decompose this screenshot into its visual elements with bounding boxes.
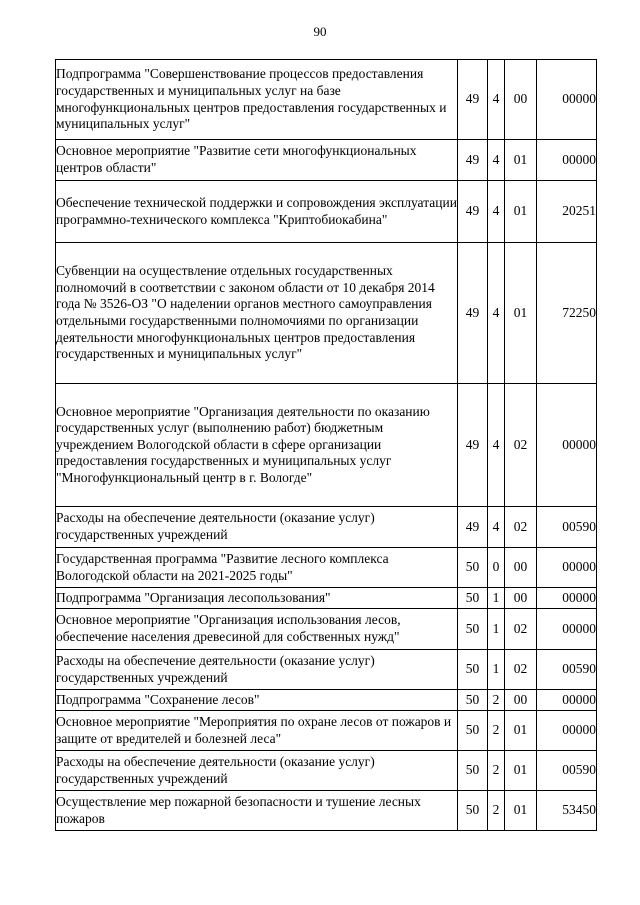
expense-code: 00590 bbox=[537, 751, 597, 791]
subprogram-code: 1 bbox=[488, 650, 505, 690]
row-name: Основное мероприятие "Развитие сети многофункциональных центров области" bbox=[56, 140, 458, 181]
activity-code: 02 bbox=[505, 507, 537, 548]
subprogram-code: 2 bbox=[488, 791, 505, 831]
program-code: 50 bbox=[458, 609, 488, 650]
subprogram-code: 4 bbox=[488, 243, 505, 384]
activity-code: 00 bbox=[505, 60, 537, 140]
row-name: Осуществление мер пожарной безопасности и тушение лесных пожаров bbox=[56, 791, 458, 831]
table-row bbox=[56, 588, 597, 609]
program-code: 49 bbox=[458, 384, 488, 507]
table-row bbox=[56, 791, 597, 831]
program-code: 50 bbox=[458, 588, 488, 609]
subprogram-code: 0 bbox=[488, 548, 505, 588]
row-name: Подпрограмма "Совершенствование процессов предоставления государственных и муниципальных услуг на базе многофункциональных центров предоставления государственных и муниципальных услуг" bbox=[56, 60, 458, 140]
subprogram-code: 4 bbox=[488, 60, 505, 140]
row-name: Основное мероприятие "Организация деятельности по оказанию государственных услуг (выполнению работ) бюджетным учреждением Вологодской области в сфере организации предоставления государственных и муниципальных услуг "Многофункциональный центр в г. Вологде" bbox=[56, 384, 458, 507]
expense-code: 00000 bbox=[537, 690, 597, 711]
table-row bbox=[56, 140, 597, 181]
row-name: Основное мероприятие "Мероприятия по охране лесов от пожаров и защите от вредителей и болезней леса" bbox=[56, 711, 458, 751]
program-code: 49 bbox=[458, 181, 488, 243]
row-name: Подпрограмма "Сохранение лесов" bbox=[56, 690, 458, 711]
expense-code: 00000 bbox=[537, 588, 597, 609]
activity-code: 00 bbox=[505, 548, 537, 588]
expense-code: 00000 bbox=[537, 711, 597, 751]
table-row bbox=[56, 609, 597, 650]
activity-code: 01 bbox=[505, 751, 537, 791]
program-code: 50 bbox=[458, 690, 488, 711]
table-row bbox=[56, 243, 597, 384]
table-row bbox=[56, 650, 597, 690]
row-name: Расходы на обеспечение деятельности (оказание услуг) государственных учреждений bbox=[56, 507, 458, 548]
activity-code: 01 bbox=[505, 243, 537, 384]
program-code: 49 bbox=[458, 507, 488, 548]
expense-code: 20251 bbox=[537, 181, 597, 243]
subprogram-code: 2 bbox=[488, 751, 505, 791]
row-name: Основное мероприятие "Организация использования лесов, обеспечение населения древесиной для собственных нужд" bbox=[56, 609, 458, 650]
budget-classification-table bbox=[55, 59, 597, 831]
row-name: Подпрограмма "Организация лесопользования" bbox=[56, 588, 458, 609]
activity-code: 00 bbox=[505, 690, 537, 711]
program-code: 49 bbox=[458, 140, 488, 181]
table-row bbox=[56, 751, 597, 791]
table-row bbox=[56, 181, 597, 243]
subprogram-code: 4 bbox=[488, 507, 505, 548]
expense-code: 00590 bbox=[537, 507, 597, 548]
program-code: 50 bbox=[458, 548, 488, 588]
activity-code: 01 bbox=[505, 181, 537, 243]
page-number: 90 bbox=[313, 24, 327, 39]
row-name: Обеспечение технической поддержки и сопровождения эксплуатации программно-технического комплекса "Криптобиокабина" bbox=[56, 181, 458, 243]
table-row bbox=[56, 507, 597, 548]
table-row bbox=[56, 711, 597, 751]
subprogram-code: 4 bbox=[488, 140, 505, 181]
table-row bbox=[56, 548, 597, 588]
expense-code: 00000 bbox=[537, 609, 597, 650]
program-code: 50 bbox=[458, 650, 488, 690]
row-name: Расходы на обеспечение деятельности (оказание услуг) государственных учреждений bbox=[56, 751, 458, 791]
subprogram-code: 1 bbox=[488, 588, 505, 609]
activity-code: 01 bbox=[505, 791, 537, 831]
expense-code: 00000 bbox=[537, 384, 597, 507]
subprogram-code: 4 bbox=[488, 384, 505, 507]
expense-code: 72250 bbox=[537, 243, 597, 384]
program-code: 50 bbox=[458, 791, 488, 831]
row-name: Расходы на обеспечение деятельности (оказание услуг) государственных учреждений bbox=[56, 650, 458, 690]
subprogram-code: 2 bbox=[488, 711, 505, 751]
program-code: 49 bbox=[458, 60, 488, 140]
table-row bbox=[56, 690, 597, 711]
table-row bbox=[56, 60, 597, 140]
program-code: 49 bbox=[458, 243, 488, 384]
program-code: 50 bbox=[458, 751, 488, 791]
row-name: Государственная программа "Развитие лесного комплекса Вологодской области на 2021-2025 годы" bbox=[56, 548, 458, 588]
activity-code: 02 bbox=[505, 384, 537, 507]
expense-code: 00000 bbox=[537, 548, 597, 588]
expense-code: 53450 bbox=[537, 791, 597, 831]
activity-code: 01 bbox=[505, 711, 537, 751]
program-code: 50 bbox=[458, 711, 488, 751]
row-name: Субвенции на осуществление отдельных государственных полномочий в соответствии с законом области от 10 декабря 2014 года № 3526-ОЗ "О наделении органов местного самоуправления отдельными государственными полномочиями по организации деятельности многофункциональных центров предоставления государственных и муниципальных услуг" bbox=[56, 243, 458, 384]
expense-code: 00000 bbox=[537, 140, 597, 181]
expense-code: 00000 bbox=[537, 60, 597, 140]
activity-code: 02 bbox=[505, 609, 537, 650]
subprogram-code: 2 bbox=[488, 690, 505, 711]
subprogram-code: 4 bbox=[488, 181, 505, 243]
activity-code: 02 bbox=[505, 650, 537, 690]
table-row bbox=[56, 384, 597, 507]
activity-code: 01 bbox=[505, 140, 537, 181]
expense-code: 00590 bbox=[537, 650, 597, 690]
activity-code: 00 bbox=[505, 588, 537, 609]
subprogram-code: 1 bbox=[488, 609, 505, 650]
